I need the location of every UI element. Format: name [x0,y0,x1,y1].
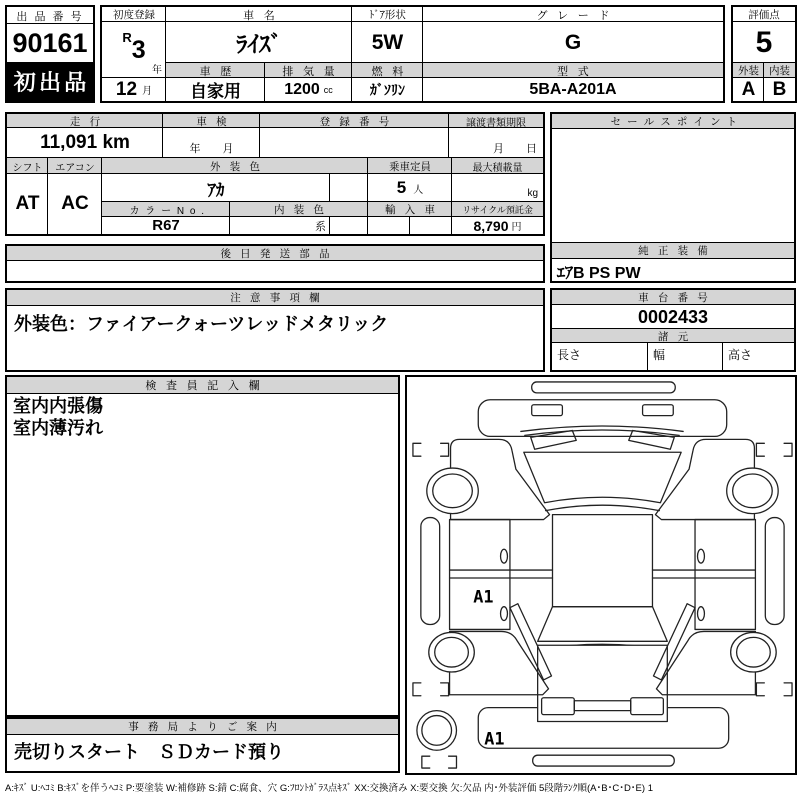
first-reg-year: 3 [131,35,146,64]
rear-bumper-strip [533,755,675,766]
lot-number-value: 90161 [7,24,93,62]
grade-value: G [423,22,723,63]
transfer-deadline-label: 譲渡書類期限 [449,114,543,128]
inspection-label: 車 検 [163,114,260,128]
displacement-label: 排 気 量 [265,63,352,78]
exterior-grade-label: 外装 [733,63,764,78]
equipment-label: 純 正 装 備 [552,243,794,258]
legend-line: A:ｷｽﾞ U:ﾍｺﾐ B:ｷｽﾞを伴うﾍｺﾐ P:要塗装 W:補修跡 S:錆 C:腐食、穴 G:ﾌﾛﾝﾄｶﾞﾗｽ点ｷｽﾞ XX:交換済み X:要交換 欠:欠品 内･外装評価 5段階ﾗﾝｸ順(A･B･C･D･E) 1 [5,783,653,794]
office-label: 事 務 局 よ り ご 案 内 [7,719,398,734]
shift-label: シフト [7,158,48,174]
chassis-value: 0002433 [552,305,794,329]
inspector-box [5,375,400,717]
first-reg-year-suffix: 年 [152,65,162,76]
recycle-fee-unit: 円 [511,222,522,233]
door-handle-left-rear [501,607,508,621]
cowl-panel [521,426,683,435]
height-label: 高さ [723,343,794,370]
door-gap-left [450,570,553,578]
width-label: 幅 [648,343,723,370]
notes-label: 注 意 事 項 欄 [7,290,543,305]
transfer-deadline-value: 月 日 [449,128,543,158]
front-lamp-right [643,405,674,416]
displacement-unit: cc [323,84,333,95]
score-value: 5 [733,22,795,63]
inspector-line-1: 室内内張傷 [13,396,103,416]
sales-point-box [550,112,796,283]
displacement-cell [265,78,352,101]
first-listing-badge: 初出品 [7,62,93,101]
capacity-label: 乗車定員 [368,158,452,174]
ext-color-sub-cell [330,174,368,202]
windshield [524,452,681,502]
history-value: 自家用 [166,78,265,101]
int-color-sub-cell [330,217,368,234]
bracket-front-right [756,443,792,456]
rear-window [538,607,668,642]
chassis-label: 車 台 番 号 [552,290,794,305]
front-bumper-strip [532,382,676,393]
recycle-fee-cell [452,217,543,234]
rear-wheel-left [429,632,475,672]
color-no-value: R67 [102,217,230,234]
front-end [478,400,726,437]
interior-grade-label: 内装 [764,63,795,78]
grade-label: グ レ ー ド [423,7,723,22]
bracket-bottom-left [422,756,457,768]
capacity-unit: 人 [413,184,424,196]
roof-front-edge [546,505,660,510]
office-value: 売切りスタート ＳＤカード預り [14,742,284,762]
lot-number-label: 出 品 番 号 [7,7,93,24]
capacity-value: 5 [396,178,407,197]
later-parts-label: 後 日 発 送 部 品 [7,246,543,260]
car-name-label: 車 名 [166,7,352,22]
fuel-value: ｶﾞｿﾘﾝ [352,78,423,101]
door-handle-right-front [698,549,705,563]
chassis-box [550,288,796,372]
mileage-label: 走 行 [7,114,163,128]
equipment-value: ｴｱB PS PW [557,265,641,282]
spec-grid [5,112,545,236]
roof-panel [553,515,653,607]
door-shape-label: ﾄﾞｱ形状 [352,7,423,22]
model-code-label: 型 式 [423,63,723,78]
length-label: 長さ [552,343,648,370]
damage-mark-door: A1 [473,586,494,607]
imported-cell-2 [410,217,452,234]
imported-cell-1 [368,217,410,234]
aircon-value: AC [48,174,102,234]
lot-number-block [5,5,95,103]
spare-tire [417,711,457,751]
door-handle-right-rear [698,607,705,621]
damage-mark-bumper: A1 [484,728,505,749]
office-box [5,717,400,773]
color-no-label: カ ラ ー N o . [102,202,230,217]
rocker-left [421,518,440,625]
aircon-label: エアコン [48,158,102,174]
int-color-label: 内 装 色 [230,202,368,217]
max-load-label: 最大積載量 [452,158,543,174]
max-load-cell: kg [452,174,543,202]
displacement-value: 1200 [284,80,320,98]
int-color-value: 系 [230,217,330,234]
first-reg-month-cell [102,78,166,101]
recycle-fee-label: リサイクル預託金 [452,202,543,217]
recycle-fee-value: 8,790 [473,217,509,234]
sales-point-value [552,128,794,243]
score-label: 評価点 [733,7,795,22]
inspection-value: 年 月 [163,128,260,158]
first-reg-year-cell [102,22,166,78]
imported-label: 輸 入 車 [368,202,452,217]
first-reg-label: 初度登録 [102,7,166,22]
rocker-right [765,518,784,625]
score-block [731,5,797,103]
rear-wheel-right [731,632,777,672]
exterior-grade-value: A [733,78,764,101]
first-reg-era: R [122,30,132,45]
door-gap-right [652,570,755,578]
door-shape-value: 5W [352,22,423,63]
vehicle-top-table [100,5,725,103]
interior-grade-value: B [764,78,795,101]
dimensions-label: 諸 元 [552,329,794,343]
later-parts-box [5,244,545,283]
model-code-value: 5BA-A201A [423,78,723,101]
inspector-line-2: 室内薄汚れ [13,417,103,438]
first-reg-month: 12 [115,78,138,100]
mileage-value: 11,091 km [7,128,163,158]
reg-number-label: 登 録 番 号 [260,114,449,128]
bracket-rear-left [413,683,449,696]
history-label: 車 歴 [166,63,265,78]
ext-color-value: ｱｶ [102,174,330,202]
front-wheel-right [727,468,778,514]
bracket-front-left [413,443,449,456]
sales-point-label: セ ー ル ス ポ イ ン ト [552,114,794,128]
first-reg-month-suffix: 月 [142,86,153,97]
car-name-value: ﾗｲｽﾞ [166,22,352,63]
car-diagram-box [405,375,797,775]
later-parts-value [7,260,543,281]
front-lamp-left [532,405,563,416]
front-wheel-left [427,468,478,514]
inspector-label: 検 査 員 記 入 欄 [7,377,398,393]
door-handle-left-front [501,549,508,563]
bracket-rear-right [756,683,792,696]
notes-value: 外装色：ファイアークォーツレッドメタリック [14,314,389,334]
ext-color-label: 外 装 色 [102,158,368,174]
shift-value: AT [7,174,48,234]
capacity-cell [368,174,452,202]
car-diagram [407,377,795,773]
reg-number-value [260,128,449,158]
notes-box [5,288,545,372]
fuel-label: 燃 料 [352,63,423,78]
